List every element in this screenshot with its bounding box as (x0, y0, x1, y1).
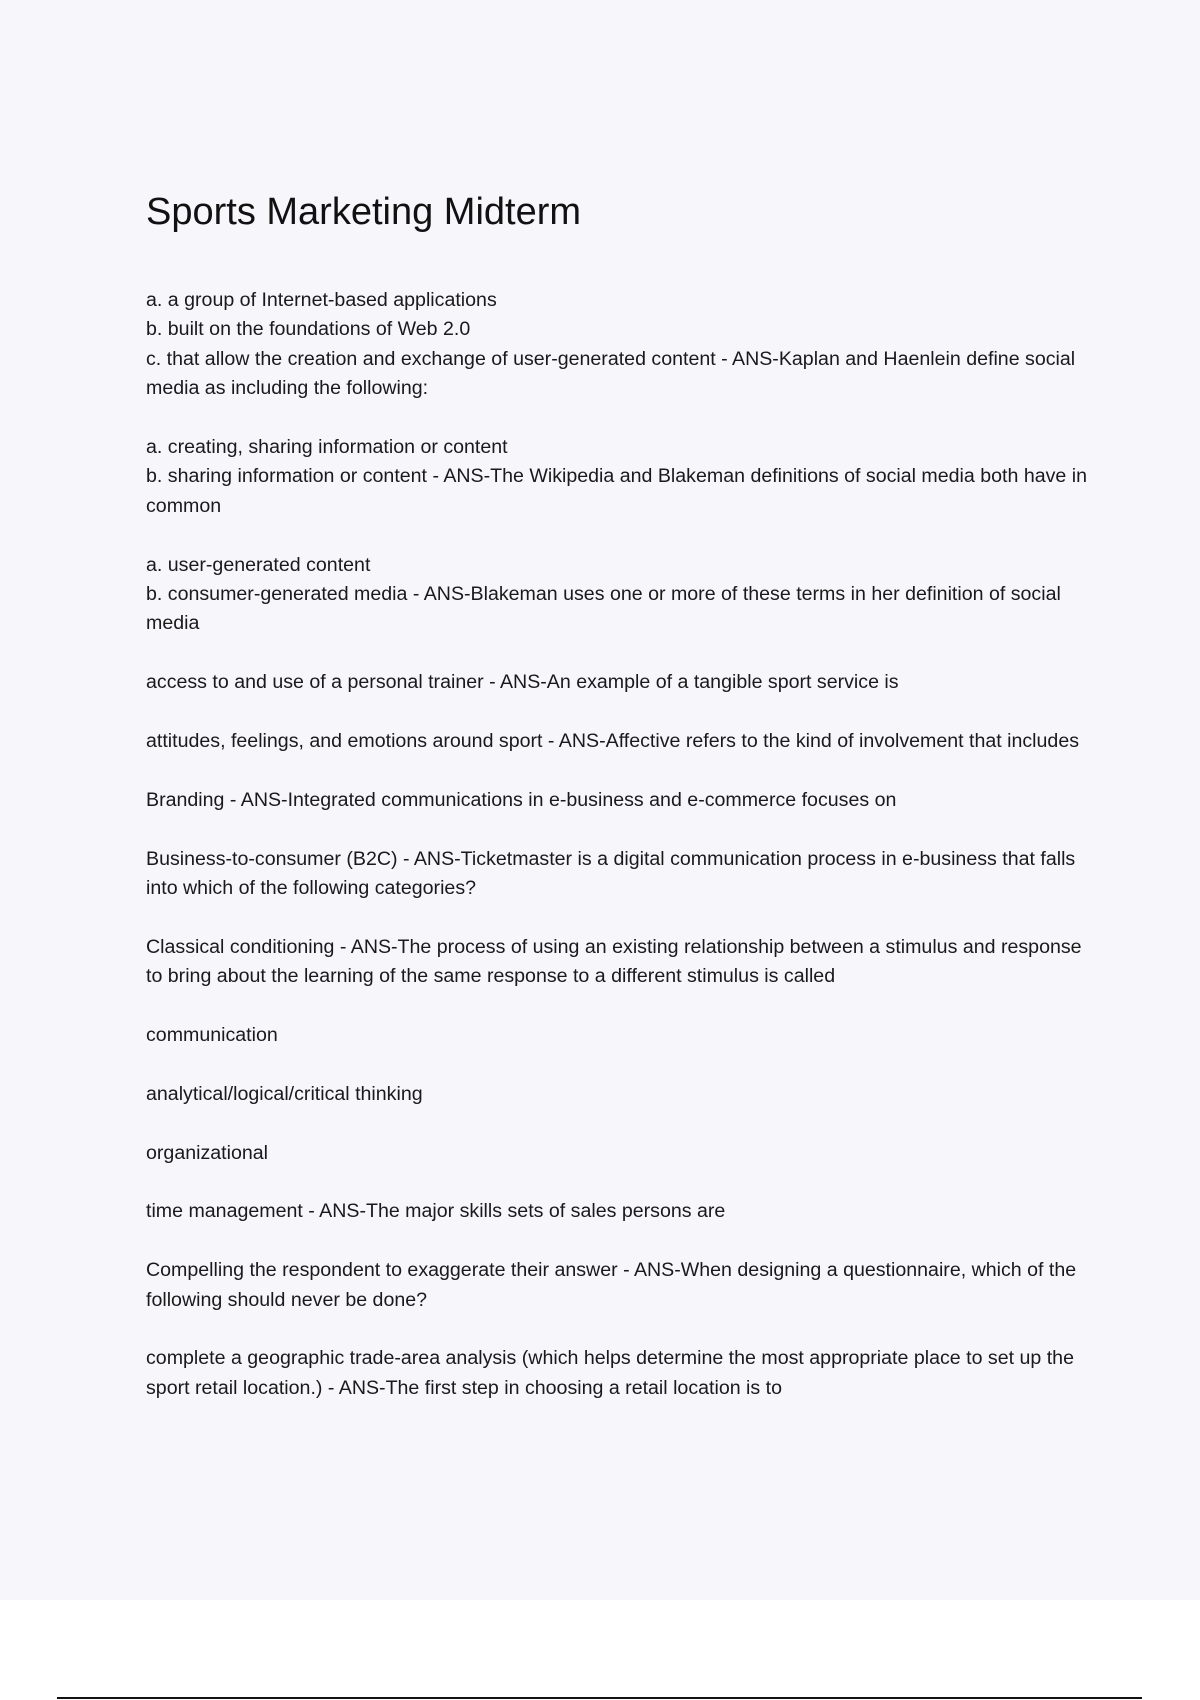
qa-item (146, 1344, 1096, 1403)
qa-item (146, 1197, 1096, 1226)
qa-line: b. sharing information or content - ANS-The Wikipedia and Blakeman definitions of social media both have in common (146, 465, 1088, 517)
qa-item (146, 1139, 1096, 1168)
qa-line: time management - ANS-The major skills sets of sales persons are (146, 1200, 726, 1223)
qa-line: organizational (146, 1141, 269, 1164)
qa-line: a. user-generated content (146, 553, 371, 576)
document-title: Sports Marketing Midterm (146, 191, 582, 233)
qa-item (146, 286, 1096, 404)
qa-item (146, 551, 1096, 639)
qa-line: communication (146, 1024, 278, 1047)
qa-item (146, 433, 1096, 521)
qa-line: a. creating, sharing information or content (146, 436, 508, 459)
qa-item (146, 1080, 1096, 1109)
qa-line: Compelling the respondent to exaggerate their answer - ANS-When designing a questionnaire, which of the following should never be done? (146, 1259, 1077, 1311)
qa-line: attitudes, feelings, and emotions around sport - ANS-Affective refers to the kind of involvement that includes (146, 730, 1080, 753)
document-content (146, 184, 1096, 1433)
qa-item (146, 1021, 1096, 1050)
qa-line: Classical conditioning - ANS-The process of using an existing relationship between a stimulus and response to bring about the learning of the same response to a different stimulus is called (146, 935, 1082, 988)
qa-line: Business-to-consumer (B2C) - ANS-Ticketmaster is a digital communication process in e-business that falls into which of the following categories? (146, 847, 1076, 900)
qa-item (146, 668, 1096, 697)
qa-item (146, 933, 1096, 992)
qa-item (146, 786, 1096, 815)
qa-item (146, 727, 1096, 756)
qa-item (146, 845, 1096, 904)
qa-line: a. a group of Internet-based applications (146, 289, 497, 311)
qa-line: Branding - ANS-Integrated communications in e-business and e-commerce focuses on (146, 788, 897, 811)
qa-item (146, 1256, 1096, 1315)
qa-line: b. consumer-generated media - ANS-Blakeman uses one or more of these terms in her definition of social media (146, 583, 1061, 635)
footer-divider (57, 1697, 1142, 1699)
qa-line: access to and use of a personal trainer - ANS-An example of a tangible sport service is (146, 671, 899, 694)
qa-line: analytical/logical/critical thinking (146, 1082, 423, 1105)
qa-line: complete a geographic trade-area analysis (which helps determine the most appropriate place to set up the sport retail location.) - ANS-The first step in choosing a retail location is to (146, 1347, 1074, 1399)
qa-line: c. that allow the creation and exchange of user-generated content - ANS-Kaplan and Haenlein define social media as including the following: (146, 347, 1076, 400)
qa-line: b. built on the foundations of Web 2.0 (146, 318, 471, 341)
